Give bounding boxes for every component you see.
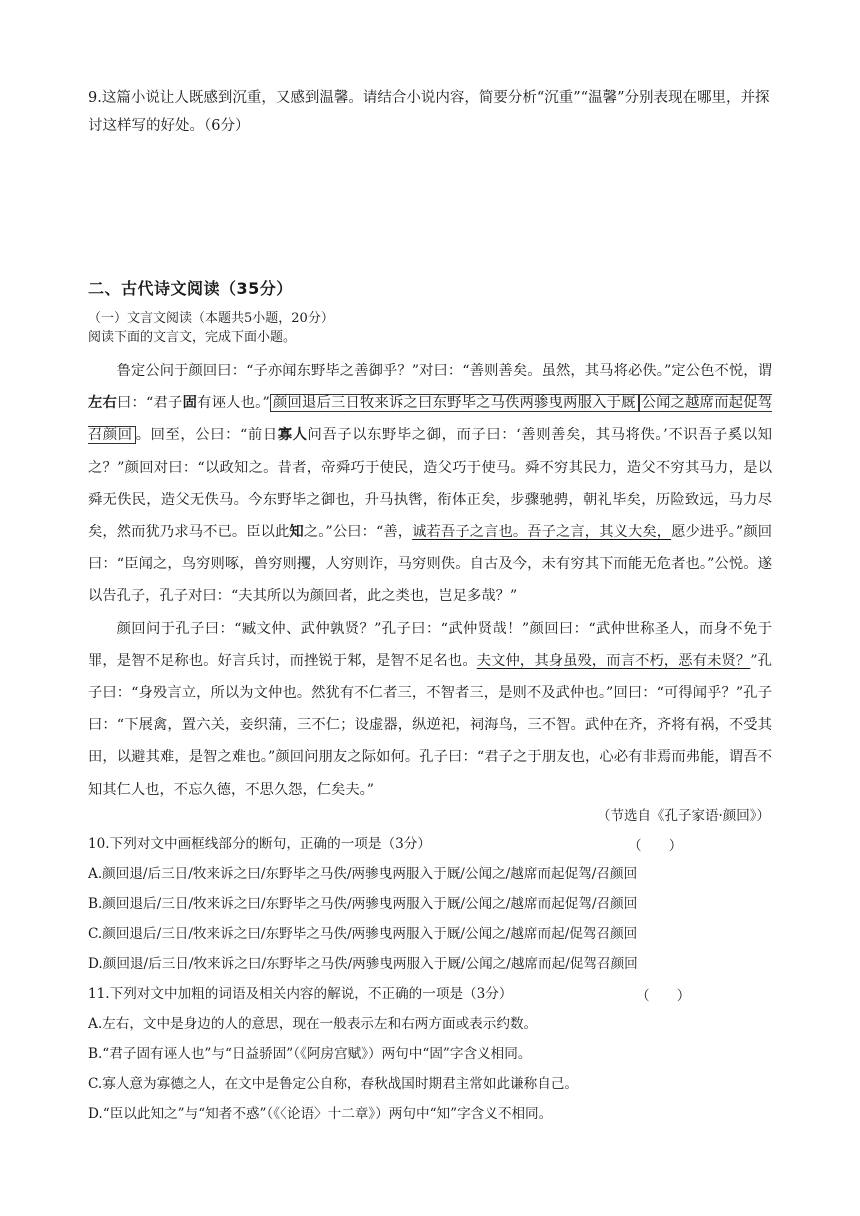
passage-paragraph-2 xyxy=(88,613,772,806)
passage-text: 愿少进乎。”颜回曰：“臣闻之，鸟穷则啄，兽穷则攫，人穷则诈，马穷则佚。自古及今，未有穷其下而能无危者也。”公悦。遂以告孔子，孔子对曰：“夫其所以为颜回者，此之类也，岂足多哉？” xyxy=(88,524,773,605)
boxed-sentence-part-1: 颜回退后三日牧来诉之曰东野毕之马佚两骖曳两服入于厩 xyxy=(270,394,639,412)
passage-text: 鲁定公问于颜回曰：“子亦闻东野毕之善御乎？”对曰：“善则善矣。虽然，其马将必佚。”定公色不悦，谓 xyxy=(116,363,772,379)
boxed-sentence-part-2: 公闻之越席而起促驾召颜回 xyxy=(88,395,773,444)
underlined-sentence-2: 夫文仲，其身虽殁，而言不朽，恶有未贤？ xyxy=(476,652,751,669)
question-11-option-c: C.寡人意为寡德之人，在文中是鲁定公自称，春秋战国时期君主常如此谦称自己。 xyxy=(88,1076,579,1092)
question-11-option-a: A.左右，文中是身边的人的意思，现在一般表示左和右两方面或表示约数。 xyxy=(88,1016,538,1032)
bold-term-guaren: 寡人 xyxy=(277,427,308,444)
passage-text: 之。”公曰：“善， xyxy=(303,524,413,541)
question-10-answer-blank: （ ） xyxy=(628,838,683,854)
question-11-option-d: D.“臣以此知之”与“知者不惑”（《〈论语〉十二章》）两句中“知”字含义不相同。 xyxy=(88,1106,553,1122)
question-10-option-d: D.颜回退/后三日/牧来诉之曰/东野毕之马佚/两骖曳两服入于厩/公闻之/越席而起/促驾召颜回 xyxy=(88,956,638,972)
bold-term-zhi: 知 xyxy=(289,524,304,541)
passage-paragraph-1 xyxy=(88,355,772,613)
section-title: 二、古代诗文阅读（35分） xyxy=(88,279,293,298)
subsection-title: （一）文言文阅读（本题共5小题，20分） xyxy=(88,311,334,326)
passage-text: 颜回问于孔子曰：“臧文仲、武仲孰贤？”孔子曰：“武仲贤哉！”颜回曰：“武仲世称圣人，而身不免于罪，是智不足称也。好言兵讨，而挫锐于邾，是智不足名也。 xyxy=(88,620,772,669)
question-10-stem: 10.下列对文中画框线部分的断句，正确的一项是（3分） xyxy=(88,836,431,852)
passage-text: 问吾子以东野毕之御，而子曰：‘善则善矣，其马将佚。’不识吾子奚以知之？”颜回对曰：“以政知之。昔者，帝舜巧于使民，造父巧于使马。舜不穷其民力，造父不穷其马力，是以舜无佚民，造父无佚马。今东野毕之御也，升马执辔，衔体正矣，步骤驰骋，朝礼毕矣，历险致远，马力尽矣，然而犹乃求马不已。臣以此 xyxy=(88,427,773,541)
passage-text: 有诬人也。” xyxy=(197,395,270,412)
question-11-answer-blank: （ ） xyxy=(636,988,691,1004)
question-10-option-c: C.颜回退后/三日/牧来诉之曰/东野毕之马佚/两骖曳两服入于厩/公闻之/越席而起/促驾召颜回 xyxy=(88,926,638,942)
bold-term-gu: 固 xyxy=(182,395,198,412)
question-10-option-b: B.颜回退后/三日/牧来诉之曰/东野毕之马佚/两骖曳两服入于厩/公闻之/越席而起促驾/召颜回 xyxy=(88,896,638,912)
passage-text: 曰：“君子 xyxy=(117,395,183,412)
passage-source: （节选自《孔子家语·颜回》） xyxy=(596,808,770,824)
question-11-option-b: B.“君子固有诬人也”与“日益骄固”（《阿房宫赋》）两句中“固”字含义相同。 xyxy=(88,1046,532,1062)
question-11-stem: 11.下列对文中加粗的词语及相关内容的解说，不正确的一项是（3分） xyxy=(88,986,513,1002)
question-10-option-a: A.颜回退/后三日/牧来诉之曰/东野毕之马佚/两骖曳两服入于厩/公闻之/越席而起促驾/召颜回 xyxy=(88,866,638,882)
question-9: 9.这篇小说让人既感到沉重，又感到温馨。请结合小说内容，简要分析“沉重”“温馨”分别表现在哪里，并探讨这样写的好处。（6分） xyxy=(88,90,770,134)
classical-passage xyxy=(88,355,772,806)
passage-text: ”孔子曰：“身殁言立，所以为文仲也。然犹有不仁者三，不智者三，是则不及武仲也。”回曰：“可得闻乎？”孔子曰：“下展禽，置六关，妾织蒲，三不仁；设虚器，纵逆祀，祠海鸟，三不智。武仲在齐，齐将有祸，不受其田，以避其难，是智之难也。”颜回问朋友之际如何。孔子曰：“君子之于朋友也，心必有非焉而弗能，谓吾不知其仁人也，不忘久德，不思久怨，仁矣夫。” xyxy=(88,652,773,798)
bold-term-zuoyou: 左右 xyxy=(88,395,118,412)
passage-text: 。回至，公曰：“前日 xyxy=(135,427,278,444)
underlined-sentence-1: 诚若吾子之言也。吾子之言，其义大矣， xyxy=(412,524,672,541)
reading-instruction: 阅读下面的文言文，完成下面小题。 xyxy=(88,330,297,345)
